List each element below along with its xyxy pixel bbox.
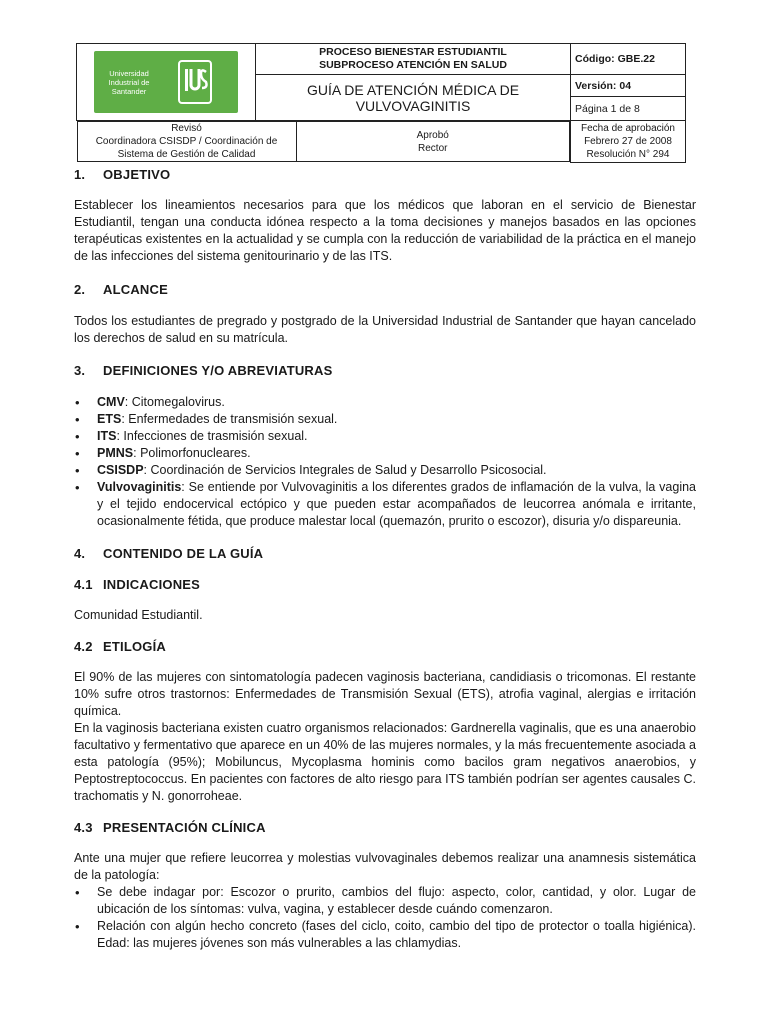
approval-date: Febrero 27 de 2008 [584, 135, 672, 147]
process-line-2: SUBPROCESO ATENCIÓN EN SALUD [319, 59, 507, 71]
list-item [74, 462, 696, 479]
abbr-definition: : Coordinación de Servicios Integrales de Salud y Desarrollo Psicosocial. [143, 463, 547, 477]
section-heading-alcance [74, 281, 696, 298]
section-heading-contenido [74, 545, 696, 562]
university-logo [94, 51, 238, 113]
logo-text: Universidad Industrial de Santander [108, 68, 150, 96]
section-number: 4. [74, 546, 86, 561]
abbr-definition: : Enfermedades de transmisión sexual. [121, 412, 338, 426]
abbr-term: CSISDP [97, 463, 144, 477]
abbr-term: ITS [97, 429, 117, 443]
guide-title: GUÍA DE ATENCIÓN MÉDICA DE VULVOVAGINITIS [256, 75, 571, 121]
document-body [74, 166, 696, 952]
document-code: Código: GBE.22 [571, 44, 686, 75]
reviewed-by: Coordinadora CSISDP / Coordinación de Sistema de Gestión de Calidad [95, 136, 278, 160]
approval-cell [571, 121, 686, 163]
indicaciones-text: Comunidad Estudiantil. [74, 608, 203, 622]
list-item [74, 445, 696, 462]
section-title: PRESENTACIÓN CLÍNICA [103, 820, 266, 835]
list-item: • Se debe indagar por: Escozor o prurito, cambios del flujo: aspecto, color, cantidad, y olor. Lugar de ubicación de los síntomas: vulva, vagina, y establecer desde cuándo comenzaron. [74, 884, 696, 918]
etiologia-text-1: El 90% de las mujeres con sintomatología padecen vaginosis bacteriana, candidiasis o tricomonas. El restante 10% sufre otros trastornos: Enfermedades de Transmisión Sexual (ETS), atrofia vaginal, alergias e irritación química. [74, 670, 696, 718]
section-heading-definiciones [74, 362, 696, 379]
abbr-definition: : Se entiende por Vulvovaginitis a los diferentes grados de inflamación de la vulva, la vagina y el tejido endocervical ectópico y que pueden estar acompañados de leucorrea anómala e irritante, ocasionalmente fétida, que produce malestar local (quemazón, prurito o escozor), disuria y/o dispareunia. [97, 480, 696, 528]
document-header-table [76, 43, 686, 163]
section-heading-etiologia [74, 638, 696, 655]
section-number: 4.3 [74, 820, 93, 835]
abbr-term: ETS [97, 412, 122, 426]
abbr-term: Vulvovaginitis [97, 480, 182, 494]
resolution-number: Resolución N° 294 [586, 148, 670, 160]
abbr-term: PMNS [97, 446, 134, 460]
uis-shield-icon [178, 60, 212, 104]
objetivo-text: Establecer los lineamientos necesarios para que los médicos que laboran en el servicio de Bienestar Estudiantil, tengan una conducta idónea respecto a la toma decisiones y manejos basados en las opciones terapéuticas existentes en la actualidad y se cumpla con la reducción de variabilidad de la práctica en el manejo de las infecciones del sistema genitourinario y de las ITS. [74, 198, 696, 263]
section-title: DEFINICIONES Y/O ABREVIATURAS [103, 363, 333, 378]
section-heading-presentacion [74, 819, 696, 836]
list-item [74, 479, 696, 530]
approval-label: Fecha de aprobación [581, 122, 675, 134]
process-title-cell [256, 44, 571, 75]
section-number: 4.1 [74, 577, 93, 592]
approved-label: Aprobó [416, 129, 449, 141]
section-heading-objetivo [74, 166, 696, 183]
list-item: • Relación con algún hecho concreto (fases del ciclo, coito, cambio del tipo de protector o toalla higiénica). Edad: las mujeres jóvenes son más vulnerables a las chlamydias. [74, 918, 696, 952]
list-item [74, 411, 696, 428]
section-number: 2. [74, 282, 86, 297]
process-line-1: PROCESO BIENESTAR ESTUDIANTIL [319, 46, 507, 58]
etiologia-text-2: En la vaginosis bacteriana existen cuatro organismos relacionados: Gardnerella vaginalis, que es una anaerobio facultativo y fermentativo que aparece en un 40% de las mujeres normales, y la más frecuentemente asociada a esta patología (95%); Mobiluncus, Mycoplasma hominis como bacilos gram negativos anaerobios, y Peptostreptococcus. En pacientes con factores de alto riesgo para ITS también podrían ser agentes causales C. trachomatis y N. gonorroheae. [74, 721, 696, 803]
section-title: CONTENIDO DE LA GUÍA [103, 546, 264, 561]
definitions-list [74, 394, 696, 530]
approved-cell [296, 122, 570, 162]
presentacion-list [74, 884, 696, 952]
reviewed-cell [77, 122, 296, 162]
document-version: Versión: 04 [571, 75, 686, 97]
section-title: ALCANCE [103, 282, 168, 297]
presentacion-text: Ante una mujer que refiere leucorrea y molestias vulvovaginales debemos realizar una anamnesis sistemática de la patología: [74, 851, 696, 882]
list-item [74, 428, 696, 445]
page-number: Página 1 de 8 [571, 97, 686, 121]
reviewed-label: Revisó [171, 123, 202, 134]
section-heading-indicaciones [74, 576, 696, 593]
section-number: 1. [74, 167, 86, 182]
section-title: OBJETIVO [103, 167, 171, 182]
section-title: ETILOGÍA [103, 639, 166, 654]
abbr-definition: : Infecciones de trasmisión sexual. [116, 429, 308, 443]
abbr-definition: : Polimorfonucleares. [133, 446, 251, 460]
approved-by: Rector [418, 142, 448, 154]
alcance-text: Todos los estudiantes de pregrado y postgrado de la Universidad Industrial de Santander que hayan cancelado los derechos de salud en su matrícula. [74, 314, 696, 345]
abbr-term: CMV [97, 395, 125, 409]
list-item [74, 394, 696, 411]
abbr-definition: : Citomegalovirus. [124, 395, 225, 409]
section-number: 3. [74, 363, 86, 378]
section-number: 4.2 [74, 639, 93, 654]
section-title: INDICACIONES [103, 577, 201, 592]
logo-cell [77, 44, 256, 121]
